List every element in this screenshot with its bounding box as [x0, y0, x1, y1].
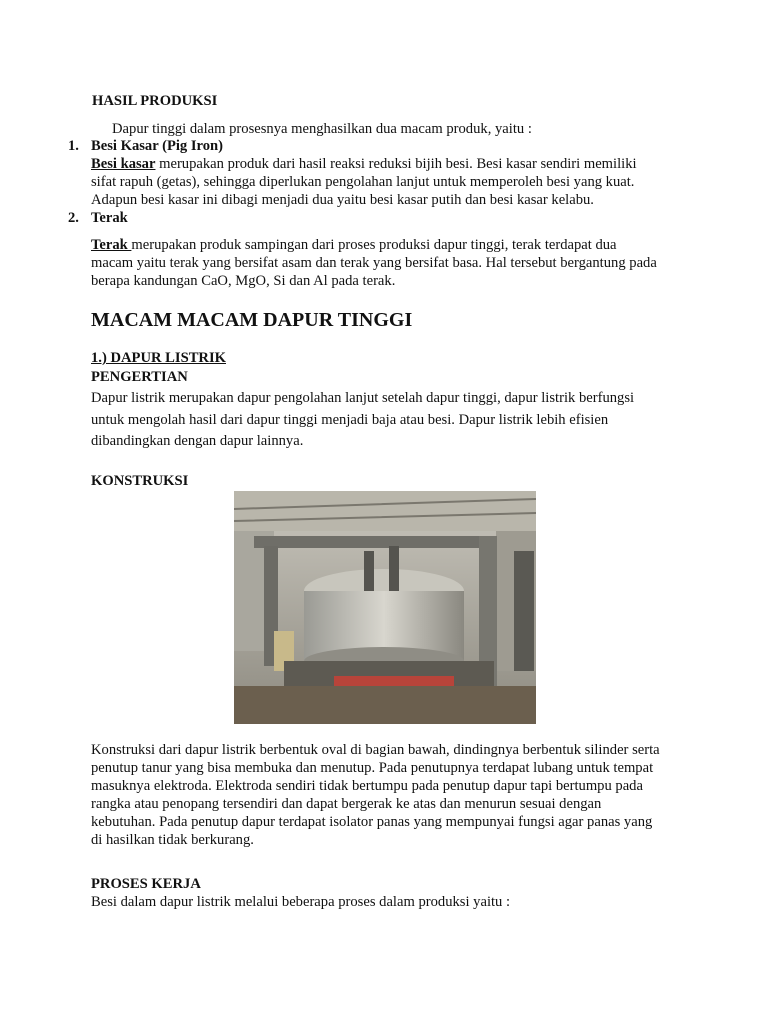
list-number-2: 2. — [68, 210, 79, 226]
list-title-terak: Terak — [91, 210, 128, 226]
paragraph-line: Adapun besi kasar ini dibagi menjadi dua yaitu besi kasar putih dan besi kasar kelabu. — [91, 192, 594, 208]
subheading-dapur-listrik: 1.) DAPUR LISTRIK — [91, 350, 227, 366]
label-konstruksi: KONSTRUKSI — [91, 473, 189, 489]
paragraph-line: Besi dalam dapur listrik melalui beberapa proses dalam produksi yaitu : — [91, 894, 511, 910]
paragraph-line: Besi kasar merupakan produk dari hasil reaksi reduksi bijih besi. Besi kasar sendiri memiliki — [91, 156, 637, 172]
paragraph-line: dibandingkan dengan dapur lainnya. — [91, 433, 304, 449]
paragraph-line: di hasilkan tidak berkurang. — [91, 832, 254, 848]
term-terak: Terak — [91, 237, 132, 253]
paragraph-line: sifat rapuh (getas), sehingga diperlukan pengolahan lanjut untuk memperoleh besi yang kuat. — [91, 174, 635, 190]
label-proses-kerja: PROSES KERJA — [91, 876, 201, 892]
label-pengertian: PENGERTIAN — [91, 369, 188, 385]
list-title-besi-kasar: Besi Kasar (Pig Iron) — [91, 138, 224, 154]
intro-text: Dapur tinggi dalam prosesnya menghasilkan dua macam produk, yaitu : — [112, 121, 532, 137]
paragraph-line: untuk mengolah hasil dari dapur tinggi menjadi baja atau besi. Dapur listrik lebih efisien — [91, 412, 609, 428]
paragraph-line: macam yaitu terak yang bersifat asam dan terak yang bersifat basa. Hal tersebut bergantung pada — [91, 255, 657, 271]
term-besi-kasar: Besi kasar — [91, 156, 156, 172]
heading-macam-dapur: MACAM MACAM DAPUR TINGGI — [91, 309, 413, 331]
paragraph-line: penutup tanur yang bisa membuka dan menutup. Pada penutupnya terdapat lubang untuk tempat — [91, 760, 654, 776]
paragraph-line: Dapur listrik merupakan dapur pengolahan lanjut setelah dapur tinggi, dapur listrik berfungsi — [91, 390, 635, 406]
heading-hasil-produksi: HASIL PRODUKSI — [92, 93, 218, 109]
list-number-1: 1. — [68, 138, 79, 154]
electric-furnace-photo — [234, 491, 536, 724]
paragraph-line: masuknya elektroda. Elektroda sendiri tidak bertumpu pada penutup dapur tapi bertumpu pada — [91, 778, 643, 794]
paragraph-line: kebutuhan. Pada penutup dapur terdapat isolator panas yang mempunyai fungsi agar panas yang — [91, 814, 653, 830]
paragraph-line: rangka atau penopang tersendiri dan dapat bergerak ke atas dan menurun sesuai dengan — [91, 796, 602, 812]
paragraph-line: berapa kandungan CaO, MgO, Si dan Al pada terak. — [91, 273, 396, 289]
paragraph-line: Terak merupakan produk sampingan dari proses produksi dapur tinggi, terak terdapat dua — [91, 237, 617, 253]
paragraph-line: Konstruksi dari dapur listrik berbentuk oval di bagian bawah, dindingnya berbentuk silinder serta — [91, 742, 660, 758]
